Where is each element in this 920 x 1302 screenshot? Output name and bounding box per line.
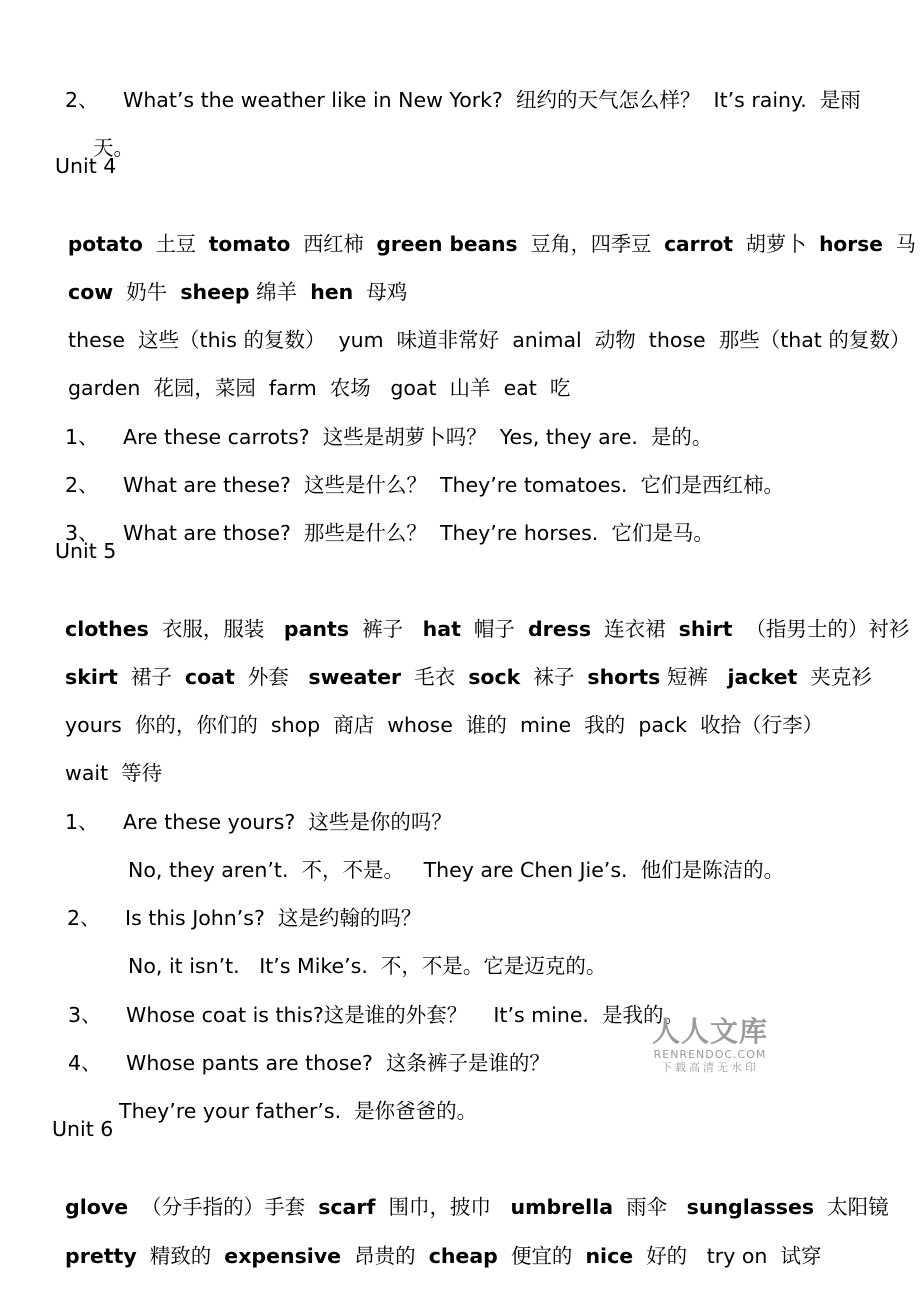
unit4-sentence-1: 1、 Are these carrots? 这些是胡萝卜吗？ Yes, they are. 是的。 xyxy=(65,425,713,449)
unit4-sentence-3: 3、 What are those? 那些是什么？ They’re horses. 它们是马。 xyxy=(65,521,714,545)
watermark-logo xyxy=(648,1016,772,1075)
unit5-vocab-line-4: wait 等待 xyxy=(65,761,163,785)
watermark-site: RENRENDOC.COM xyxy=(653,1048,767,1061)
watermark-slogan: 下载高清无水印 xyxy=(661,1061,759,1074)
unit4-vocab-line-4: garden 花园，菜园 farm 农场 goat 山羊 eat 吃 xyxy=(68,376,571,400)
unit5-sentence-3: 3、 Whose coat is this?这是谁的外套？ It’s mine. 是我的。 xyxy=(68,1003,684,1027)
unit4-vocab-line-2: cow 奶牛 sheep 绵羊 hen 母鸡 xyxy=(68,280,408,304)
unit4-sentence-2: 2、 What are these? 这些是什么？ They’re tomatoes. 它们是西红柿。 xyxy=(65,473,784,497)
unit5-heading: Unit 5 xyxy=(55,539,117,563)
unit5-sentence-2-answer: No, it isn’t. It’s Mike’s. 不，不是。它是迈克的。 xyxy=(128,954,607,978)
unit5-vocab-line-3: yours 你的，你们的 shop 商店 whose 谁的 mine 我的 pack 收拾（行李） xyxy=(65,713,824,737)
unit5-sentence-2: 2、 Is this John’s? 这是约翰的吗？ xyxy=(67,906,422,930)
unit4-vocab-line-1: potato 土豆 tomato 西红柿 green beans 豆角，四季豆 carrot 胡萝卜 horse 马 xyxy=(67,232,916,256)
unit4-vocab-line-3: these 这些（this 的复数） yum 味道非常好 animal 动物 those 那些（that 的复数） xyxy=(68,328,911,352)
unit5-sentence-4-answer: They’re your father’s. 是你爸爸的。 xyxy=(119,1099,478,1123)
unit5-sentence-1-answer: No, they aren’t. 不，不是。 They are Chen Jie’s. 他们是陈洁的。 xyxy=(128,858,785,882)
unit5-sentence-4: 4、 Whose pants are those? 这条裤子是谁的？ xyxy=(68,1051,550,1075)
unit6-vocab-line-1: glove （分手指的）手套 scarf 围巾，披巾 umbrella 雨伞 sunglasses 太阳镜 xyxy=(65,1195,889,1219)
unit5-vocab-line-2: skirt 裙子 coat 外套 sweater 毛衣 sock 袜子 shorts 短裤 jacket 夹克衫 xyxy=(65,665,872,689)
watermark-title: 人人文库 xyxy=(651,1015,768,1048)
u3-q2: 2、 What’s the weather like in New York? 纽约的天气怎么样？ It’s rainy. 是雨 xyxy=(65,88,861,112)
unit4-heading: Unit 4 xyxy=(55,154,117,178)
u3-q2-cont: 天。 xyxy=(93,136,135,160)
unit6-vocab-line-2: pretty 精致的 expensive 昂贵的 cheap 便宜的 nice 好的 try on 试穿 xyxy=(65,1244,822,1268)
unit5-sentence-1: 1、 Are these yours? 这些是你的吗？ xyxy=(65,810,452,834)
unit6-heading: Unit 6 xyxy=(52,1117,114,1141)
unit5-vocab-line-1: clothes 衣服，服装 pants 裤子 hat 帽子 dress 连衣裙 shirt （指男士的）衬衫 xyxy=(65,617,910,641)
